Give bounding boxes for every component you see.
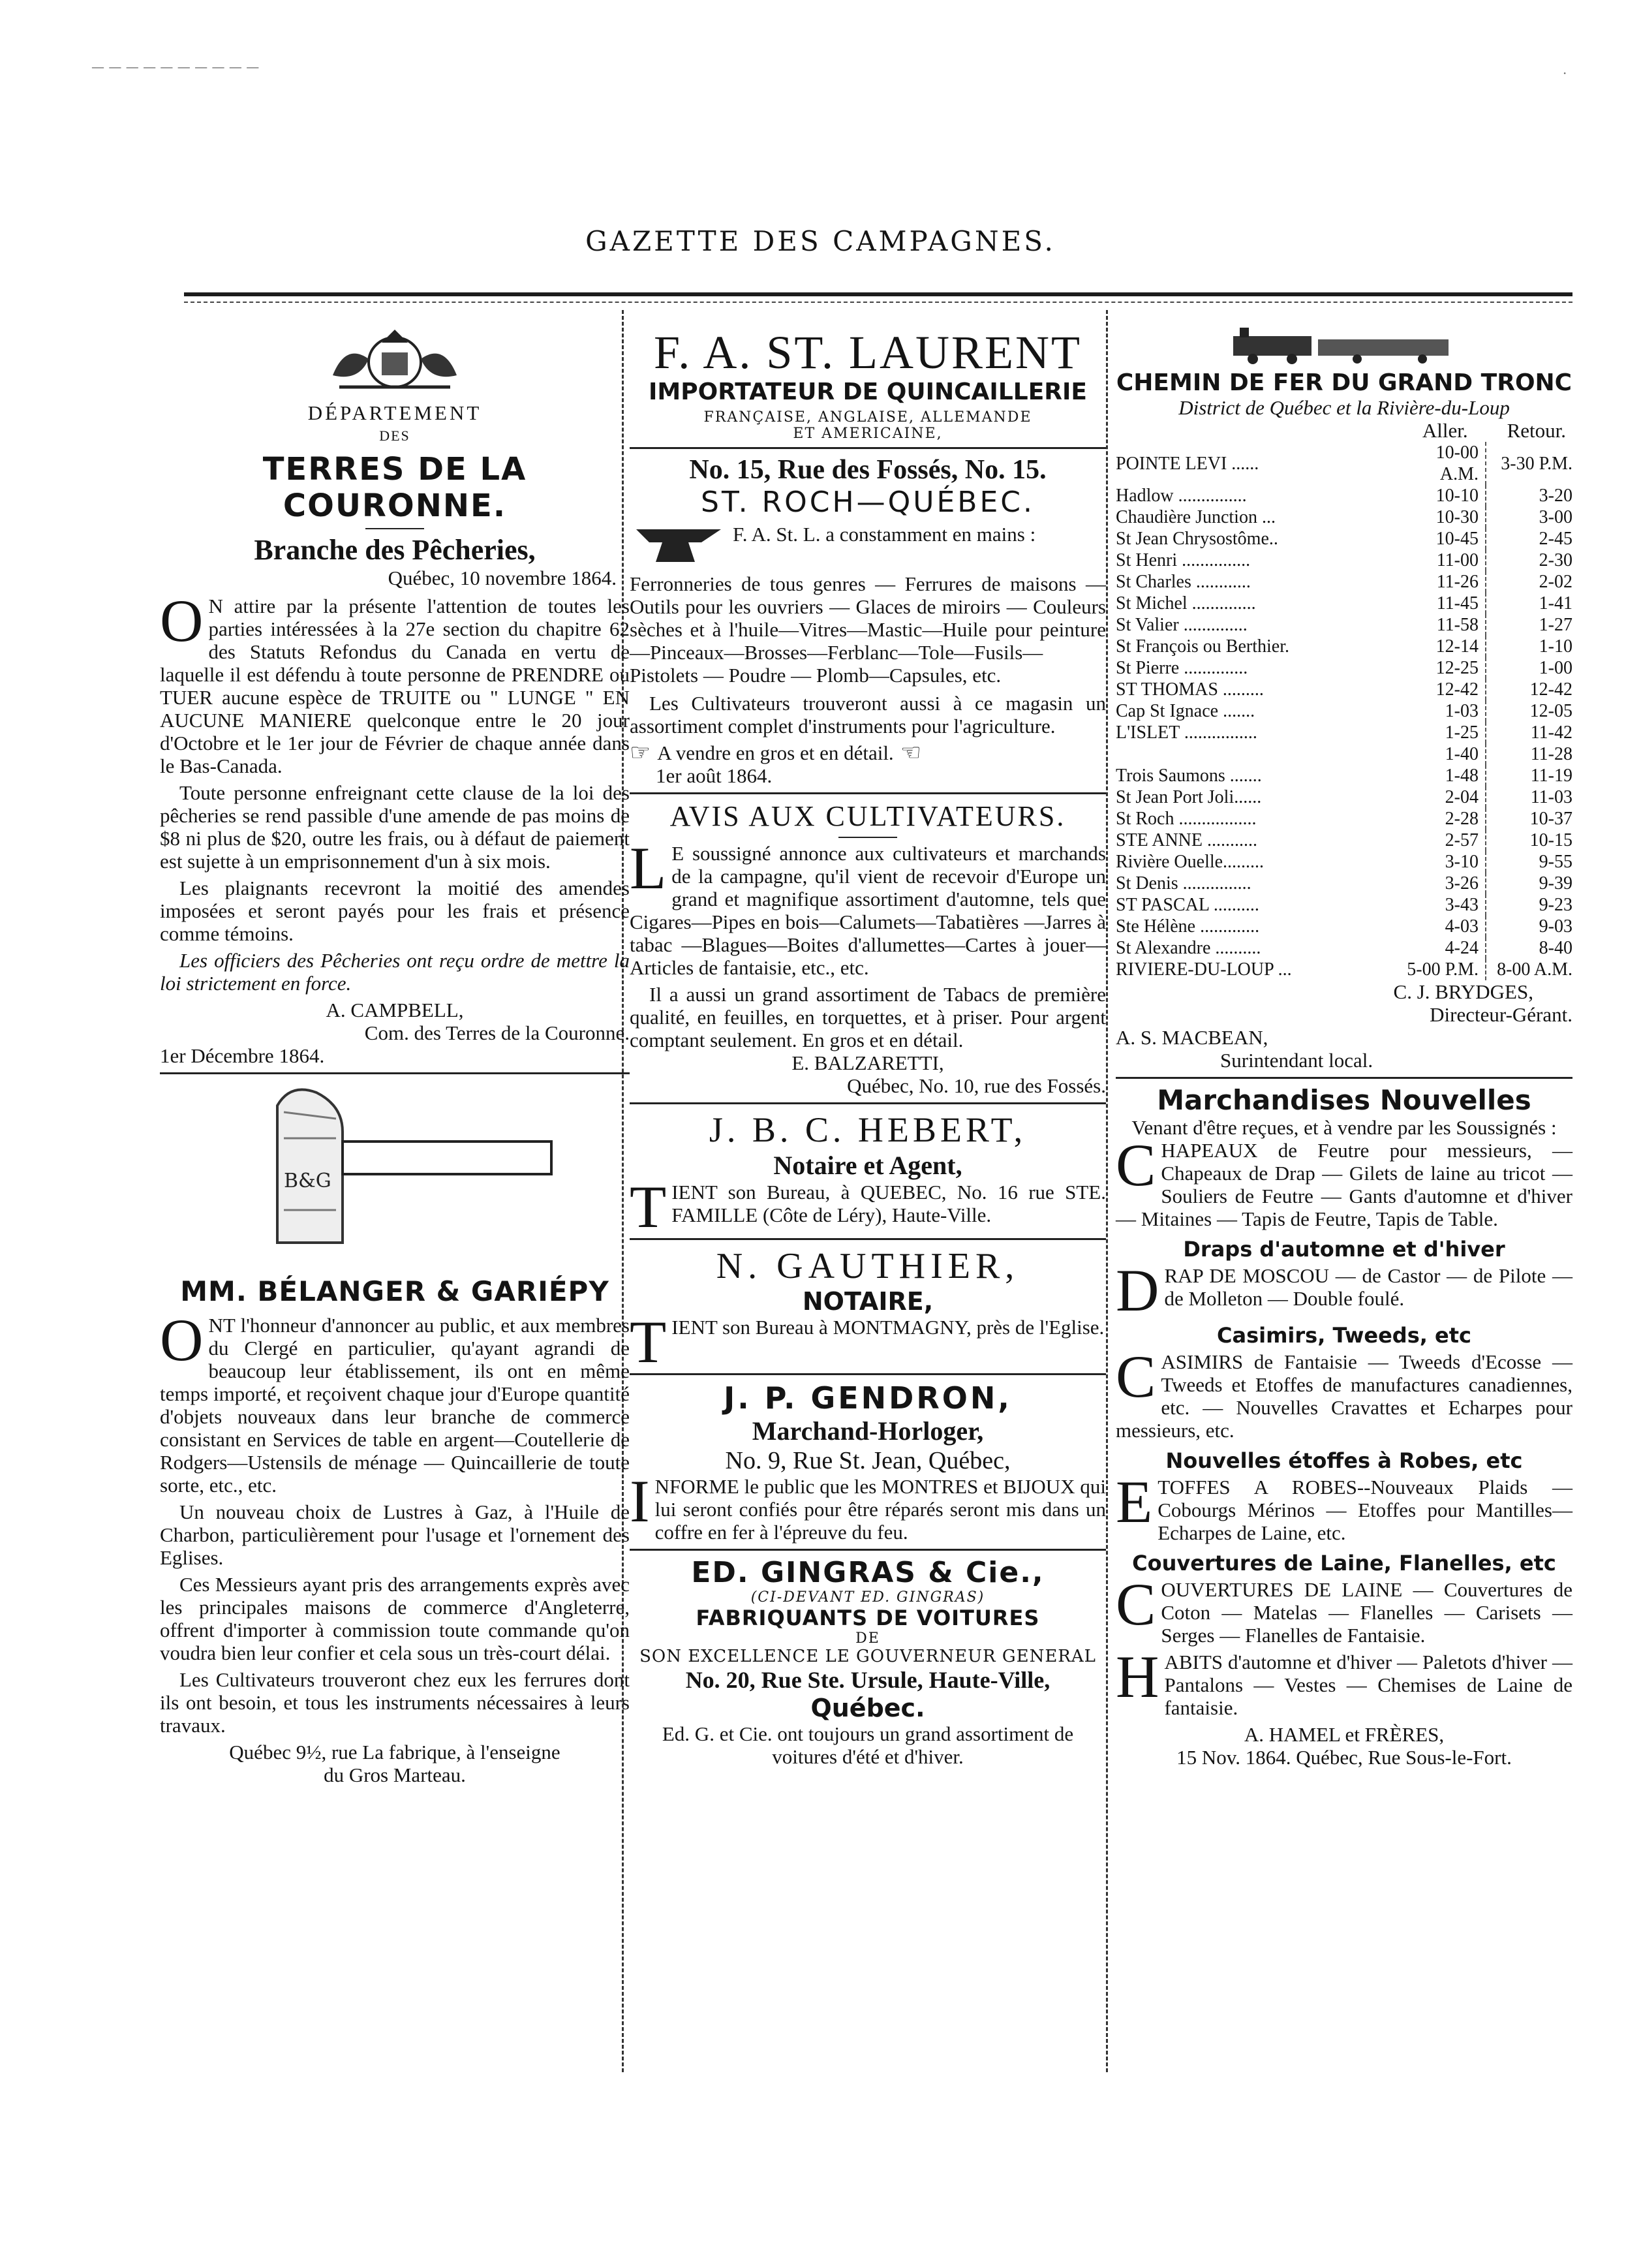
- drop-cap: E: [1116, 1468, 1153, 1535]
- drop-cap: C: [1116, 1132, 1156, 1198]
- table-row: [1116, 506, 1572, 528]
- retour-time: 2-30: [1539, 550, 1572, 570]
- aller-time: 1-03: [1399, 700, 1486, 722]
- drop-cap: D: [1116, 1257, 1159, 1324]
- station-name: St Jean Port Joli......: [1116, 787, 1262, 807]
- station-name: Trois Saumons .......: [1116, 766, 1262, 786]
- column-divider-2: [1106, 310, 1108, 2072]
- table-row: [1116, 550, 1572, 571]
- station-name: St Pierre ..............: [1116, 658, 1248, 678]
- chapeaux-paragraph: [1116, 1132, 1572, 1230]
- belanger-paragraph-1: [160, 1307, 630, 1497]
- stlaurent-address: No. 15, Rue des Fossés, No. 15.: [689, 455, 1047, 485]
- divider: [630, 447, 1106, 449]
- stlaurent-sub2: FRANÇAISE, ANGLAISE, ALLEMANDE: [703, 409, 1032, 426]
- draps-title: Draps d'automne et d'hiver: [1183, 1237, 1505, 1262]
- drop-cap: T: [630, 1173, 667, 1240]
- robes-title: Nouvelles étoffes à Robes, etc: [1165, 1448, 1523, 1473]
- retour-time: 9-55: [1539, 852, 1572, 872]
- belanger-paragraph-2: Un nouveau choix de Lustres à Gaz, à l'Huile de Charbon, particulièrement pour l'usage et l'ornement des Eglises.: [160, 1500, 630, 1569]
- table-row: [1116, 916, 1572, 937]
- aller-time: 10-00 A.M.: [1399, 442, 1486, 485]
- branch-heading: Branche des Pêcheries,: [254, 534, 536, 566]
- aller-time: 4-24: [1399, 937, 1486, 959]
- stlaurent-intro: F. A. St. L. a constamment en mains :: [733, 523, 1036, 546]
- gingras-address: No. 20, Rue Ste. Ursule, Haute-Ville,: [685, 1667, 1051, 1693]
- rail-title: CHEMIN DE FER DU GRAND TRONC: [1116, 369, 1572, 396]
- table-row: [1116, 894, 1572, 916]
- gingras-title: ED. GINGRAS & Cie.,: [691, 1556, 1045, 1589]
- stlaurent-city: ST. ROCH—QUÉBEC.: [701, 486, 1035, 519]
- margin-marks: — — — — — — — — — —: [91, 59, 260, 74]
- aller-time: 12-25: [1399, 657, 1486, 679]
- habits-paragraph: [1116, 1643, 1572, 1719]
- station-name: St Denis ...............: [1116, 873, 1251, 893]
- crest-icon: [320, 323, 470, 395]
- belanger-paragraph-3: Ces Messieurs ayant pris des arrangements exprès avec les principales maisons de commerce d'Angleterre, offrent d'importer à commission toute commande qu'on voudra bien leur confier et cela sous un très-court délai.: [160, 1573, 630, 1664]
- hammer-mark: B&G: [284, 1170, 331, 1192]
- pointing-hand-icon: ☞: [630, 739, 651, 766]
- retour-time: 11-28: [1530, 744, 1572, 764]
- notice-paragraph-2: Toute personne enfreignant cette clause de la loi des pêcheries se rend passible d'une amende de pas moins de $8 ni plus de $20, outre les frais, ou à défaut de paiement est sujette à un emprisonnement d'un à six mois.: [160, 781, 630, 873]
- retour-time: 9-23: [1539, 895, 1572, 915]
- divider: [1116, 1077, 1572, 1079]
- rail-sign: C. J. BRYDGES,: [1393, 980, 1533, 1003]
- retour-time: 1-10: [1539, 636, 1572, 657]
- table-row: [1116, 636, 1572, 657]
- divider: [630, 1102, 1106, 1104]
- retour-time: 12-42: [1529, 679, 1572, 700]
- retour-time: 8-40: [1539, 938, 1572, 958]
- station-name: L'ISLET ................: [1116, 722, 1257, 743]
- station-name: St Henri ...............: [1116, 550, 1251, 570]
- drop-cap: C: [1116, 1343, 1156, 1410]
- hebert-text: IENT son Bureau, à QUEBEC, No. 16 rue STE. FAMILLE (Côte de Léry), Haute-Ville.: [671, 1181, 1106, 1226]
- divider: [630, 1238, 1106, 1240]
- stlaurent-cultivateurs: Les Cultivateurs trouveront aussi à ce magasin un assortiment complet d'instruments pour l'agriculture.: [630, 692, 1106, 738]
- hebert-title: J. B. C. HEBERT,: [709, 1110, 1027, 1149]
- page-header: GAZETTE DES CAMPAGNES.: [585, 225, 1056, 257]
- station-name: Cap St Ignace .......: [1116, 701, 1255, 721]
- hamel-sign: A. HAMEL et FRÈRES,: [1244, 1723, 1445, 1746]
- gingras-sub2: FABRIQUANTS DE VOITURES: [696, 1606, 1040, 1630]
- station-name: Hadlow ...............: [1116, 486, 1247, 506]
- belanger-title: MM. BÉLANGER & GARIÉPY: [180, 1275, 609, 1307]
- header-rule-dashed: [184, 302, 1572, 303]
- rail-sign2: A. S. MACBEAN,: [1116, 1026, 1268, 1049]
- drop-cap: T: [630, 1309, 667, 1375]
- divider: [630, 792, 1106, 794]
- gauthier-sub: NOTAIRE,: [802, 1287, 934, 1316]
- gauthier-paragraph: [630, 1309, 1106, 1375]
- gingras-de: DE: [855, 1630, 880, 1647]
- divider: [630, 1373, 1106, 1375]
- aller-time: 5-00 P.M.: [1399, 959, 1486, 980]
- robes-text: TOFFES A ROBES--Nouveaux Plaids — Cobourgs Mérinos — Etoffes pour Mantilles—Echarpes de Laine, etc.: [1158, 1476, 1572, 1544]
- retour-time: 12-05: [1529, 701, 1572, 721]
- table-row: [1116, 765, 1572, 786]
- belanger-address: Québec 9½, rue La fabrique, à l'enseigne: [229, 1741, 560, 1763]
- aller-time: 11-58: [1399, 614, 1486, 636]
- stlaurent-intro-row: [630, 523, 1106, 568]
- gingras-body: Ed. G. et Cie. ont toujours un grand assortiment de voitures d'été et d'hiver.: [662, 1722, 1074, 1768]
- chapeaux-text: HAPEAUX de Feutre pour messieurs, — Chapeaux de Drap — Gilets de laine au tricot — Souliers de Feutre — Gants d'automne et d'hiver — Mitaines — Tapis de Feutre, Tapis de Table.: [1116, 1139, 1572, 1230]
- belanger-paragraph-4: Les Cultivateurs trouveront chez eux les ferrures dont ils ont besoin, et tous les instruments nécessaires à leurs travaux.: [160, 1668, 630, 1737]
- divider: [630, 1549, 1106, 1551]
- gendron-paragraph: [630, 1468, 1106, 1544]
- drop-cap: O: [160, 587, 204, 654]
- retour-time: 11-19: [1530, 766, 1572, 786]
- draps-text: RAP DE MOSCOU — de Castor — de Pilote — de Molleton — Double foulé.: [1164, 1264, 1572, 1310]
- header-rule: [184, 292, 1572, 296]
- column-right: [1116, 313, 1572, 1769]
- retour-time: 11-03: [1530, 787, 1572, 807]
- drop-cap: I: [630, 1468, 650, 1534]
- gendron-address: No. 9, Rue St. Jean, Québec,: [725, 1447, 1011, 1474]
- couvertures-text: OUVERTURES DE LAINE — Couvertures de Coton — Matelas — Flanelles — Carisets — Serges — Flanelles de Fantaisie.: [1161, 1578, 1572, 1647]
- table-row: [1116, 808, 1572, 830]
- station-name: Ste Hélène .............: [1116, 916, 1260, 937]
- signer-name: A. CAMPBELL,: [326, 999, 464, 1021]
- table-row: [1116, 657, 1572, 679]
- retour-time: 3-30 P.M.: [1501, 453, 1572, 474]
- station-name: St Alexandre ..........: [1116, 938, 1261, 958]
- belanger-text: NT l'honneur d'annoncer au public, et aux membres du Clergé en particulier, qu'ayant agrandi de beaucoup leur établissement, ils ont en même temps importé, et reçoivent chaque jour d'Europe quantité d'objets nouveaux dans leur branche de commerce consistant en Services de table en argent—Coutellerie de Rodgers—Ustensils de ménage — Quincaillerie de toute sorte, etc., etc.: [160, 1314, 630, 1497]
- aller-time: 2-57: [1399, 830, 1486, 851]
- column-left: [160, 313, 630, 1786]
- rail-sub: District de Québec et la Rivière-du-Loup: [1178, 396, 1510, 419]
- couvertures-title: Couvertures de Laine, Flanelles, etc: [1132, 1551, 1556, 1576]
- royal-crest: [160, 323, 630, 395]
- retour-time: 3-00: [1539, 507, 1572, 527]
- retour-time: 10-15: [1529, 830, 1572, 850]
- stlaurent-list: Ferronneries de tous genres — Ferrures de maisons — Outils pour les ouvriers — Glaces de miroirs — Couleurs sèches et à l'huile—Vitres—Mastic—Huile pour peinture—Pinceaux—Brosses—Ferblanc—Tole—Fusils—Pistolets — Poudre — Plomb—Capsules, etc.: [630, 572, 1106, 687]
- gingras-sub: (CI-DEVANT ED. GINGRAS): [750, 1589, 985, 1606]
- notice-paragraph-1: [160, 587, 630, 777]
- table-row: [1116, 937, 1572, 959]
- table-row: [1116, 722, 1572, 743]
- hebert-paragraph: [630, 1173, 1106, 1240]
- avis-paragraph-1: [630, 835, 1106, 979]
- couvertures-paragraph: [1116, 1571, 1572, 1647]
- aller-time: 3-10: [1399, 851, 1486, 873]
- col-aller: Aller.: [1422, 419, 1468, 442]
- station-name: STE ANNE ...........: [1116, 830, 1257, 850]
- table-row: [1116, 593, 1572, 614]
- stlaurent-vendre-row: [630, 741, 1106, 764]
- gauthier-text: IENT son Bureau à MONTMAGNY, près de l'Eglise.: [671, 1316, 1105, 1339]
- col-retour: Retour.: [1507, 419, 1566, 442]
- aller-time: 12-42: [1399, 679, 1486, 700]
- avis-address: Québec, No. 10, rue des Fossés.: [847, 1074, 1106, 1097]
- gingras-sub3: SON EXCELLENCE LE GOUVERNEUR GENERAL: [639, 1647, 1096, 1666]
- retour-time: 3-20: [1539, 486, 1572, 506]
- station-name: St François ou Berthier.: [1116, 636, 1289, 657]
- aller-time: 3-43: [1399, 894, 1486, 916]
- casimirs-text: ASIMIRS de Fantaisie — Tweeds d'Ecosse — Tweeds et Etoffes de manufactures canadiennes, etc. — Nouvelles Cravattes et Echarpes pour messieurs, etc.: [1116, 1350, 1572, 1442]
- retour-time: 10-37: [1529, 809, 1572, 829]
- drop-cap: H: [1116, 1643, 1159, 1710]
- notice-text: N attire par la présente l'attention de toutes les parties intéressées à la 27e section du chapitre 62 des Statuts Refondus du Canada en vertu de laquelle il est défendu à toute personne de PRENDRE ou TUER aucune espèce de TRUITE ou " LUNGE " EN AUCUNE MANIERE quelconque entre le 20 jour d'Octobre et le 1er jour de Février de chaque année dans le Bas-Canada.: [160, 595, 630, 777]
- retour-time: 8-00 A.M.: [1497, 959, 1572, 980]
- casimirs-paragraph: [1116, 1343, 1572, 1442]
- aller-time: 11-26: [1399, 571, 1486, 593]
- aller-time: 2-04: [1399, 786, 1486, 808]
- table-row: [1116, 743, 1572, 765]
- column-middle: [630, 313, 1106, 1768]
- aller-time: 10-45: [1399, 528, 1486, 550]
- hamel-sign-line: 15 Nov. 1864. Québec, Rue Sous-le-Fort.: [1176, 1746, 1512, 1769]
- station-name: POINTE LEVI ......: [1116, 453, 1259, 474]
- retour-time: 1-00: [1539, 658, 1572, 678]
- notice-paragraph-4: Les officiers des Pêcheries ont reçu ordre de mettre la loi strictement en force.: [160, 949, 630, 995]
- rail-schedule-table: [1116, 442, 1572, 980]
- aller-time: 10-30: [1399, 506, 1486, 528]
- stlaurent-vendre: A vendre en gros et en détail.: [657, 741, 894, 764]
- stlaurent-sub: IMPORTATEUR DE QUINCAILLERIE: [649, 379, 1087, 405]
- station-name: ST THOMAS .........: [1116, 679, 1264, 700]
- retour-time: 1-27: [1539, 615, 1572, 635]
- table-row: [1116, 614, 1572, 636]
- rail-sign2-title: Surintendant local.: [1220, 1049, 1373, 1072]
- drop-cap: C: [1116, 1571, 1156, 1638]
- habits-text: ABITS d'automne et d'hiver — Paletots d'hiver — Pantalons — Vestes — Chemises de Laine de fantaisie.: [1164, 1651, 1572, 1719]
- stlaurent-sub3: ET AMERICAINE,: [793, 426, 943, 442]
- table-row: [1116, 959, 1572, 980]
- locomotive-icon: [1227, 326, 1462, 365]
- table-row: [1116, 485, 1572, 506]
- dept-title: TERRES DE LA COURONNE.: [262, 451, 527, 524]
- gendron-text: NFORME le public que les MONTRES et BIJOUX qui lui seront confiés pour être réparés seront mis dans un coffre en fer à l'épreuve du feu.: [654, 1475, 1106, 1544]
- aller-time: 2-28: [1399, 808, 1486, 830]
- dept-label: DÉPARTEMENT: [307, 401, 482, 424]
- pointing-hand-left-icon: ☜: [900, 739, 921, 766]
- retour-time: 2-45: [1539, 529, 1572, 549]
- anvil-icon: [630, 523, 728, 568]
- station-name: St Michel ..............: [1116, 593, 1256, 614]
- station-name: ST PASCAL ..........: [1116, 895, 1259, 915]
- hebert-sub: Notaire et Agent,: [773, 1151, 962, 1180]
- drop-cap: L: [630, 835, 667, 901]
- table-row: [1116, 786, 1572, 808]
- sign-date: 1er Décembre 1864.: [160, 1044, 325, 1067]
- table-row: [1116, 700, 1572, 722]
- station-name: Rivière Ouelle.........: [1116, 852, 1265, 872]
- retour-time: 1-41: [1539, 593, 1572, 614]
- signer-title: Com. des Terres de la Couronne.: [364, 1021, 630, 1044]
- belanger-address-2: du Gros Marteau.: [324, 1763, 466, 1786]
- aller-time: 1-40: [1399, 743, 1486, 765]
- table-row: [1116, 830, 1572, 851]
- aller-time: 1-48: [1399, 765, 1486, 786]
- table-row: [1116, 528, 1572, 550]
- dateline: Québec, 10 novembre 1864.: [388, 567, 617, 589]
- station-name: RIVIERE-DU-LOUP ...: [1116, 959, 1292, 980]
- avis-sign: E. BALZARETTI,: [791, 1051, 944, 1074]
- march-title: Marchandises Nouvelles: [1157, 1084, 1531, 1116]
- aller-time: 11-45: [1399, 593, 1486, 614]
- rail-col-headers: [1116, 419, 1572, 442]
- table-row: [1116, 873, 1572, 894]
- robes-paragraph: [1116, 1468, 1572, 1544]
- train-engraving: [1116, 326, 1572, 365]
- divider: [838, 837, 897, 838]
- hammer-icon: [245, 1080, 571, 1262]
- station-name: St Charles ............: [1116, 572, 1251, 592]
- station-name: St Roch .................: [1116, 809, 1257, 829]
- dept-des: DES: [379, 427, 410, 444]
- gendron-title: J. P. GENDRON,: [724, 1380, 1012, 1416]
- avis-title: AVIS AUX CULTIVATEURS.: [669, 800, 1066, 832]
- retour-time: 2-02: [1539, 572, 1572, 592]
- stlaurent-title: F. A. ST. LAURENT: [654, 326, 1082, 379]
- margin-mark-right: ·: [1563, 65, 1567, 81]
- retour-time: 9-39: [1539, 873, 1572, 893]
- aller-time: 4-03: [1399, 916, 1486, 937]
- table-row: [1116, 442, 1572, 485]
- rail-sign-title: Directeur-Gérant.: [1430, 1003, 1572, 1026]
- avis-paragraph-2: Il a aussi un grand assortiment de Tabacs de première qualité, en feuilles, en torquettes, et à priser. Pour argent comptant seulement. En gros et en détail.: [630, 983, 1106, 1051]
- divider: [160, 1072, 630, 1074]
- station-name: Chaudière Junction ...: [1116, 507, 1276, 527]
- divider: [365, 528, 424, 529]
- table-row: [1116, 851, 1572, 873]
- draps-paragraph: [1116, 1257, 1572, 1324]
- march-sub: Venant d'être reçues, et à vendre par les Soussignés :: [1131, 1116, 1557, 1139]
- drop-cap: O: [160, 1307, 204, 1373]
- gendron-sub: Marchand-Horloger,: [752, 1416, 984, 1446]
- aller-time: 10-10: [1399, 485, 1486, 506]
- table-row: [1116, 679, 1572, 700]
- gingras-city: Québec.: [810, 1694, 925, 1722]
- stlaurent-date: 1er août 1864.: [656, 764, 773, 787]
- station-name: St Jean Chrysostôme..: [1116, 529, 1278, 549]
- aller-time: 11-00: [1399, 550, 1486, 571]
- aller-time: 1-25: [1399, 722, 1486, 743]
- aller-time: 3-26: [1399, 873, 1486, 894]
- aller-time: 12-14: [1399, 636, 1486, 657]
- casimirs-title: Casimirs, Tweeds, etc: [1216, 1323, 1472, 1348]
- retour-time: 9-03: [1539, 916, 1572, 937]
- station-name: [1116, 743, 1399, 765]
- avis-text: E soussigné annonce aux cultivateurs et marchands de la campagne, qu'il vient de recevoir d'Europe un grand et magnifique assortiment d'automne, tels que Cigares—Pipes en bois—Calumets—Tabatières —Jarres à tabac —Blagues—Boites d'allumettes—Cartes à jouer—Articles de fantaisie, etc., etc.: [630, 842, 1106, 979]
- gauthier-title: N. GAUTHIER,: [716, 1246, 1020, 1286]
- hammer-illustration: [160, 1080, 630, 1269]
- station-name: St Valier ..............: [1116, 615, 1248, 635]
- table-row: [1116, 571, 1572, 593]
- retour-time: 11-42: [1530, 722, 1572, 743]
- notice-paragraph-3: Les plaignants recevront la moitié des amendes imposées et seront payés pour les frais et présence comme témoins.: [160, 877, 630, 945]
